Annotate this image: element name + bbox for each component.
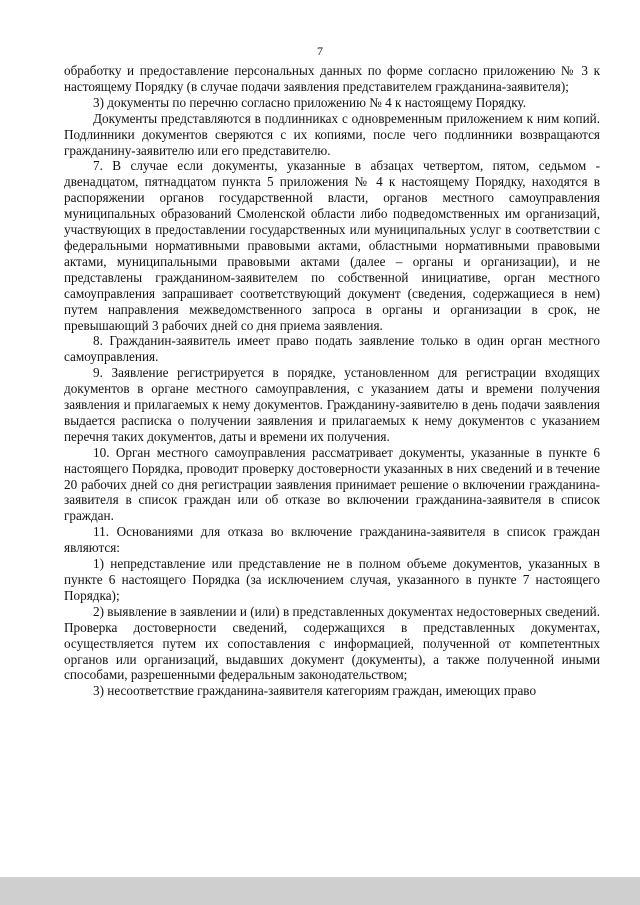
paragraph-clause-9: 9. Заявление регистрируется в порядке, установленном для регистрации входящих документов в органе местного самоуправления, с указанием даты и времени получения заявления и прилагаемых к нему документов. Гражданину-заявителю в день подачи заявления выдается расписка о получении заявления и прилагаемых к нему документов с указанием перечня таких документов, даты и времени их получения. xyxy=(64,365,600,444)
page-number: 7 xyxy=(317,44,323,58)
paragraph-clause-8: 8. Гражданин-заявитель имеет право подать заявление только в один орган местного самоуправления. xyxy=(64,333,600,365)
paragraph-subitem-2: 2) выявление в заявлении и (или) в представленных документах недостоверных сведений. Проверка достоверности сведений, содержащихся в представленных документах, осуществляется путем их сопоставления с информацией, полученной от компетентных органов или организаций, выдавших документ (документы), а также полученной иными способами, разрешенными федеральным законодательством; xyxy=(64,603,600,683)
paragraph-continued: обработку и предоставление персональных данных по форме согласно приложению № 3 к настоящему Порядку (в случае подачи заявления представителем гражданина-заявителя); xyxy=(64,63,600,94)
paragraph-clause-7: 7. В случае если документы, указанные в абзацах четвертом, пятом, седьмом - двенадцатом, пятнадцатом пункта 5 приложения № 4 к настоящему Порядку, находятся в распоряжении органов государственной власти, органов местного самоуправления муниципальных образований Смоленской области либо подведомственных им организаций, участвующих в предоставлении государственных или муниципальных услуг в соответствии с федеральными нормативными правовыми актами, областными нормативными правовыми актами, муниципальными правовыми актами (далее – органы и организации), и не представлены гражданином-заявителем по собственной инициативе, орган местного самоуправления запрашивает соответствующий документ (сведения, содержащиеся в нем) путем направления межведомственного запроса в органы и организации в срок, не превышающий 3 рабочих дней со дня приема заявления. xyxy=(64,158,600,333)
scan-bottom-band xyxy=(0,877,640,905)
paragraph-clause-11: 11. Основаниями для отказа во включение гражданина-заявителя в список граждан являются: xyxy=(64,524,600,556)
paragraph-item-3: 3) документы по перечню согласно приложению № 4 к настоящему Порядку. xyxy=(93,94,527,110)
paragraph-subitem-1: 1) непредставление или представление не в полном объеме документов, указанных в пункте 6 настоящего Порядка (за исключением случая, указанного в пункте 7 настоящего Порядка); xyxy=(64,556,600,603)
paragraph-clause-10: 10. Орган местного самоуправления рассматривает документы, указанные в пункте 6 настоящего Порядка, проводит проверку достоверности указанных в них сведений и в течение 20 рабочих дней со дня регистрации заявления принимает решение о включении гражданина-заявителя в список граждан или об отказе во включении гражданина-заявителя в список граждан. xyxy=(64,444,600,524)
paragraph-originals: Документы представляются в подлинниках с одновременным приложением к ним копий. Подлинники документов сверяются с их копиями, после чего подлинники возвращаются гражданину-заявителю или его представителю. xyxy=(64,110,600,158)
paragraph-subitem-3: 3) несоответствие гражданина-заявителя категориям граждан, имеющих право xyxy=(93,683,537,699)
document-body xyxy=(64,63,600,699)
